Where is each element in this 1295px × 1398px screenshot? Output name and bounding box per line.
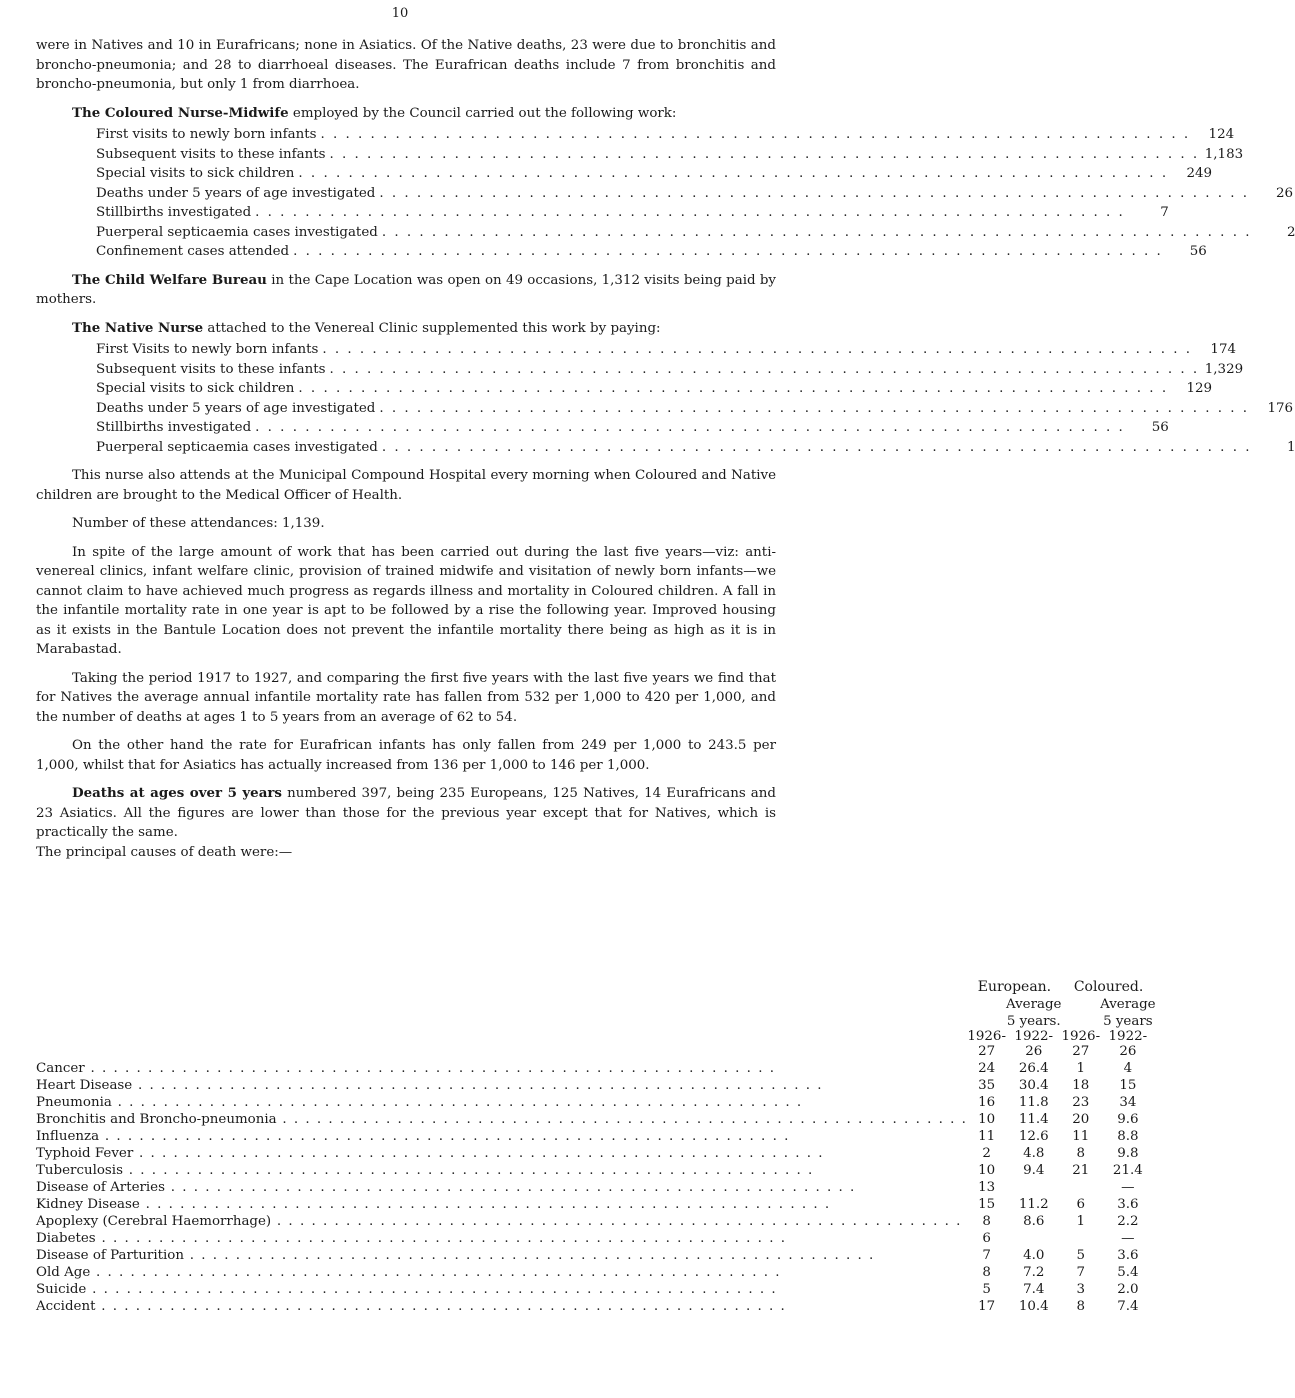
eu-average-cell: 8.6 — [1023, 1214, 1045, 1229]
cause-cell: Apoplexy (Cerebral Haemorrhage) . . . . . . . . . . . . . . . . . . . . . . . . . . . . . . . . . . . . . . . . . . . . . . . . . . . . . . . . . . . . — [36, 1214, 962, 1229]
eu-1926-27-cell: 35 — [978, 1078, 996, 1093]
co-average-cell: 9.8 — [1117, 1146, 1139, 1161]
eu-average-cell: 9.4 — [1023, 1163, 1045, 1178]
cause-cell: Tuberculosis . . . . . . . . . . . . . . . . . . . . . . . . . . . . . . . . . . . . . . . . . . . . . . . . . . . . . . . . . . . . — [36, 1163, 814, 1178]
native-nurse-text: attached to the Venereal Clinic supplemented this work by paying: — [203, 320, 661, 336]
co-1926-27-cell: 11 — [1072, 1129, 1090, 1144]
table-header-row: 5 years. 5 years — [1006, 1014, 1153, 1029]
co-average-cell: 2.2 — [1117, 1214, 1139, 1229]
eu-average-cell — [1006, 1229, 1062, 1246]
nurse-midwife-list — [96, 125, 1295, 262]
list-item: Subsequent visits to these infants . . . . . . . . . . . . . . . . . . . . . . . . . . . . . . . . . . . . . . . . . . . . . . . . . . . . . . . . . . . . . . . . . . . . . . 1,183 — [96, 146, 1244, 162]
eu-average-cell: 26.4 — [1018, 1061, 1049, 1076]
period-paragraph: Taking the period 1917 to 1927, and comparing the first five years with the last five years we find that for Natives the average annual infantile mortality rate has fallen from 532 per 1,000 to 420 per 1,000, and the number of deaths at ages 1 to 5 years from an average of 62 to 54. — [36, 670, 776, 725]
cause-cell: Disease of Parturition . . . . . . . . . . . . . . . . . . . . . . . . . . . . . . . . . . . . . . . . . . . . . . . . . . . . . . . . . . . . — [36, 1248, 875, 1263]
list-item: Special visits to sick children . . . . . . . . . . . . . . . . . . . . . . . . . . . . . . . . . . . . . . . . . . . . . . . . . . . . . . . . . . . . . . . . . . . . . . 129 — [96, 381, 1213, 396]
eu-average-cell: 30.4 — [1018, 1078, 1049, 1093]
deaths-text: numbered 397, being 235 Europeans, 125 Natives, 14 Eurafricans and 23 Asiatics. All the figures are lower than those for the previous year except that for Natives, which is practically the same. — [36, 786, 776, 840]
eu-1926-27-cell: 5 — [982, 1282, 991, 1297]
co-average-cell: — — [1121, 1231, 1135, 1246]
cause-cell: Heart Disease . . . . . . . . . . . . . . . . . . . . . . . . . . . . . . . . . . . . . . . . . . . . . . . . . . . . . . . . . . . . — [36, 1078, 824, 1093]
compound-paragraph: This nurse also attends at the Municipal Compound Hospital every morning when Coloured and Native children are brought to the Medical Officer of Health. — [36, 468, 776, 503]
eu-1926-27-cell: 2 — [982, 1146, 991, 1161]
intro-paragraph: were in Natives and 10 in Eurafricans; none in Asiatics. Of the Native deaths, 23 were due to bronchitis and broncho-pneumonia; and 28 to diarrhoeal diseases. The Eurafrican deaths include 7 from bronchitis and broncho-pneumonia, but only 1 from diarrhoea. — [36, 38, 776, 92]
table-row — [36, 1076, 1156, 1093]
co-average-cell: 34 — [1119, 1095, 1137, 1110]
list-item: Puerperal septicaemia cases investigated . . . . . . . . . . . . . . . . . . . . . . . . . . . . . . . . . . . . . . . . . . . . . . . . . . . . . . . . . . . . . . . . . . . . . . 1 — [96, 439, 1295, 455]
native-nurse-heading: The Native Nurse — [72, 319, 204, 336]
table-header-row: 1926-27 1922-26 1926-27 1922-26 — [967, 1029, 1148, 1059]
cause-cell: Diabetes . . . . . . . . . . . . . . . . . . . . . . . . . . . . . . . . . . . . . . . . . . . . . . . . . . . . . . . . . . . . — [36, 1231, 787, 1246]
co-average-cell: 8.8 — [1117, 1129, 1139, 1144]
deaths-heading: Deaths at ages over 5 years — [72, 785, 282, 801]
eu-1926-27-cell: 11 — [978, 1129, 996, 1144]
list-item: Deaths under 5 years of age investigated . . . . . . . . . . . . . . . . . . . . . . . . . . . . . . . . . . . . . . . . . . . . . . . . . . . . . . . . . . . . . . . . . . . . . . 176 — [96, 400, 1293, 416]
eu-1926-27-cell: 15 — [978, 1197, 996, 1212]
cause-cell: Accident . . . . . . . . . . . . . . . . . . . . . . . . . . . . . . . . . . . . . . . . . . . . . . . . . . . . . . . . . . . . — [36, 1299, 787, 1314]
eu-average-cell: 4.0 — [1023, 1248, 1045, 1263]
eu-1926-27-cell: 24 — [978, 1061, 996, 1076]
welfare-paragraph — [36, 271, 776, 310]
co-average-cell: 15 — [1119, 1078, 1137, 1093]
cause-cell: Cancer . . . . . . . . . . . . . . . . . . . . . . . . . . . . . . . . . . . . . . . . . . . . . . . . . . . . . . . . . . . . — [36, 1061, 776, 1076]
co-average-cell: — — [1121, 1180, 1135, 1195]
co-1926-27-cell: 1 — [1076, 1061, 1086, 1076]
eu-average-cell — [1006, 1178, 1062, 1195]
welfare-text: in the Cape Location was open on 49 occasions, 1,312 visits being paid by mothers. — [36, 272, 776, 307]
eu-1926-27-cell: 10 — [978, 1112, 996, 1127]
table-row — [36, 1127, 1156, 1144]
table-row — [36, 1144, 1156, 1161]
table-row — [36, 1280, 1156, 1297]
eu-average-cell: 4.8 — [1023, 1146, 1045, 1161]
eu-average-cell: 10.4 — [1018, 1299, 1049, 1314]
eu-average-cell: 12.6 — [1018, 1129, 1049, 1144]
eu-average-cell: 11.2 — [1018, 1197, 1049, 1212]
co-average-cell: 21.4 — [1112, 1163, 1143, 1178]
eu-average-cell: 7.4 — [1023, 1282, 1045, 1297]
co-1926-27-cell — [1061, 1229, 1100, 1246]
cause-cell: Old Age . . . . . . . . . . . . . . . . . . . . . . . . . . . . . . . . . . . . . . . . . . . . . . . . . . . . . . . . . . . . — [36, 1265, 782, 1280]
table-row — [36, 1212, 1156, 1229]
attendances-paragraph: Number of these attendances: 1,139. — [72, 516, 325, 531]
eu-1926-27-cell: 16 — [978, 1095, 996, 1110]
co-average-cell: 3.6 — [1117, 1197, 1139, 1212]
co-average-cell: 3.6 — [1117, 1248, 1139, 1263]
co-average-cell: 4 — [1123, 1061, 1133, 1076]
table-row — [36, 1229, 1156, 1246]
cause-cell: Bronchitis and Broncho-pneumonia . . . . . . . . . . . . . . . . . . . . . . . . . . . . . . . . . . . . . . . . . . . . . . . . . . . . . . . . . . . . — [36, 1112, 968, 1127]
table-row — [36, 1178, 1156, 1195]
eu-1926-27-cell: 13 — [978, 1180, 996, 1195]
table-row — [36, 1297, 1156, 1314]
co-1926-27-cell: 23 — [1072, 1095, 1090, 1110]
nurse-midwife-paragraph — [36, 104, 776, 124]
cause-cell: Disease of Arteries . . . . . . . . . . . . . . . . . . . . . . . . . . . . . . . . . . . . . . . . . . . . . . . . . . . . . . . . . . . . — [36, 1180, 856, 1195]
list-item: Puerperal septicaemia cases investigated . . . . . . . . . . . . . . . . . . . . . . . . . . . . . . . . . . . . . . . . . . . . . . . . . . . . . . . . . . . . . . . . . . . . . . 2 — [96, 224, 1295, 240]
co-1926-27-cell — [1061, 1178, 1100, 1195]
nurse-midwife-text: employed by the Council carried out the following work: — [288, 105, 677, 121]
eu-average-cell: 7.2 — [1023, 1265, 1045, 1280]
eu-1926-27-cell: 10 — [978, 1163, 996, 1178]
list-item: Confinement cases attended . . . . . . . . . . . . . . . . . . . . . . . . . . . . . . . . . . . . . . . . . . . . . . . . . . . . . . . . . . . . . . . . . . . . . . 56 — [96, 244, 1207, 259]
table-header-row: Average Average — [1005, 997, 1156, 1012]
cause-cell: Suicide . . . . . . . . . . . . . . . . . . . . . . . . . . . . . . . . . . . . . . . . . . . . . . . . . . . . . . . . . . . . — [36, 1282, 778, 1297]
co-average-cell: 9.6 — [1117, 1112, 1139, 1127]
coloured-group-header: Coloured. — [1073, 979, 1144, 995]
eu-1926-27-cell: 6 — [982, 1231, 991, 1246]
welfare-heading: The Child Welfare Bureau — [72, 271, 267, 288]
table-row — [36, 1246, 1156, 1263]
table-row — [36, 1263, 1156, 1280]
page-number: 10 — [391, 6, 409, 21]
eu-average-cell: 11.4 — [1018, 1112, 1049, 1127]
spite-paragraph: In spite of the large amount of work that has been carried out during the last five years—viz: anti-venereal clinics, infant welfare clinic, provision of trained midwife and visitation of newly born infants—we cannot claim to have achieved much progress as regards illness and mortality in Coloured children. A fall in the infantile mortality rate in one year is apt to be followed by a rise the following year. Improved housing as it exists in the Bantule Location does not prevent the infantile mortality there being as high as it is in Marabastad. — [36, 544, 776, 657]
co-1926-27-cell: 7 — [1076, 1265, 1086, 1280]
list-item: Subsequent visits to these infants . . . . . . . . . . . . . . . . . . . . . . . . . . . . . . . . . . . . . . . . . . . . . . . . . . . . . . . . . . . . . . . . . . . . . . 1,329 — [96, 361, 1244, 377]
list-item: First Visits to newly born infants . . . . . . . . . . . . . . . . . . . . . . . . . . . . . . . . . . . . . . . . . . . . . . . . . . . . . . . . . . . . . . . . . . . . . . 174 — [96, 342, 1236, 357]
list-item: Special visits to sick children . . . . . . . . . . . . . . . . . . . . . . . . . . . . . . . . . . . . . . . . . . . . . . . . . . . . . . . . . . . . . . . . . . . . . . 249 — [96, 166, 1213, 181]
co-1926-27-cell: 20 — [1072, 1112, 1090, 1127]
causes-intro: The principal causes of death were:— — [36, 844, 293, 860]
native-nurse-list — [96, 340, 1295, 457]
deaths-paragraph — [36, 784, 776, 843]
co-average-cell: 2.0 — [1117, 1282, 1139, 1297]
table-row — [36, 1110, 1156, 1127]
nurse-midwife-heading: The Coloured Nurse-Midwife — [72, 104, 289, 121]
table-body — [36, 1059, 1156, 1314]
co-1926-27-cell: 8 — [1076, 1146, 1086, 1161]
native-nurse-paragraph — [36, 319, 776, 339]
eu-1926-27-cell: 8 — [982, 1265, 991, 1280]
table-row — [36, 1195, 1156, 1212]
co-1926-27-cell: 21 — [1072, 1163, 1090, 1178]
cause-cell: Kidney Disease . . . . . . . . . . . . . . . . . . . . . . . . . . . . . . . . . . . . . . . . . . . . . . . . . . . . . . . . . . . . — [36, 1197, 831, 1212]
cause-cell: Pneumonia . . . . . . . . . . . . . . . . . . . . . . . . . . . . . . . . . . . . . . . . . . . . . . . . . . . . . . . . . . . . — [36, 1095, 803, 1110]
table-row — [36, 1059, 1156, 1076]
list-item: Stillbirths investigated . . . . . . . . . . . . . . . . . . . . . . . . . . . . . . . . . . . . . . . . . . . . . . . . . . . . . . . . . . . . . . . . . . . . . . 7 — [96, 205, 1169, 220]
co-1926-27-cell: 8 — [1076, 1299, 1086, 1314]
co-1926-27-cell: 6 — [1076, 1197, 1086, 1212]
table-group-header — [36, 978, 1156, 995]
co-1926-27-cell: 1 — [1076, 1214, 1086, 1229]
co-average-cell: 5.4 — [1117, 1265, 1139, 1280]
eu-1926-27-cell: 8 — [982, 1214, 991, 1229]
cause-cell: Influenza . . . . . . . . . . . . . . . . . . . . . . . . . . . . . . . . . . . . . . . . . . . . . . . . . . . . . . . . . . . . — [36, 1129, 790, 1144]
table-row — [36, 1161, 1156, 1178]
co-1926-27-cell: 5 — [1076, 1248, 1086, 1263]
eurafrican-paragraph: On the other hand the rate for Eurafrican infants has only fallen from 249 per 1,000 to 243.5 per 1,000, whilst that for Asiatics has actually increased from 136 per 1,000 to 146 per 1,000. — [36, 738, 776, 773]
co-1926-27-cell: 3 — [1076, 1282, 1086, 1297]
co-average-cell: 7.4 — [1117, 1299, 1139, 1314]
list-item: First visits to newly born infants . . . . . . . . . . . . . . . . . . . . . . . . . . . . . . . . . . . . . . . . . . . . . . . . . . . . . . . . . . . . . . . . . . . . . . 124 — [96, 127, 1235, 142]
co-1926-27-cell: 18 — [1072, 1078, 1090, 1093]
list-item: Stillbirths investigated . . . . . . . . . . . . . . . . . . . . . . . . . . . . . . . . . . . . . . . . . . . . . . . . . . . . . . . . . . . . . . . . . . . . . . 56 — [96, 420, 1169, 435]
european-group-header: European. — [977, 979, 1052, 995]
body-text — [36, 36, 1295, 862]
table-row — [36, 1093, 1156, 1110]
causes-of-death-table — [36, 978, 1156, 1314]
eu-1926-27-cell: 7 — [982, 1248, 991, 1263]
list-item: Deaths under 5 years of age investigated . . . . . . . . . . . . . . . . . . . . . . . . . . . . . . . . . . . . . . . . . . . . . . . . . . . . . . . . . . . . . . . . . . . . . . 26 — [96, 185, 1293, 201]
eu-average-cell: 11.8 — [1018, 1095, 1049, 1110]
cause-cell: Typhoid Fever . . . . . . . . . . . . . . . . . . . . . . . . . . . . . . . . . . . . . . . . . . . . . . . . . . . . . . . . . . . . — [36, 1146, 825, 1161]
eu-1926-27-cell: 17 — [978, 1299, 996, 1314]
